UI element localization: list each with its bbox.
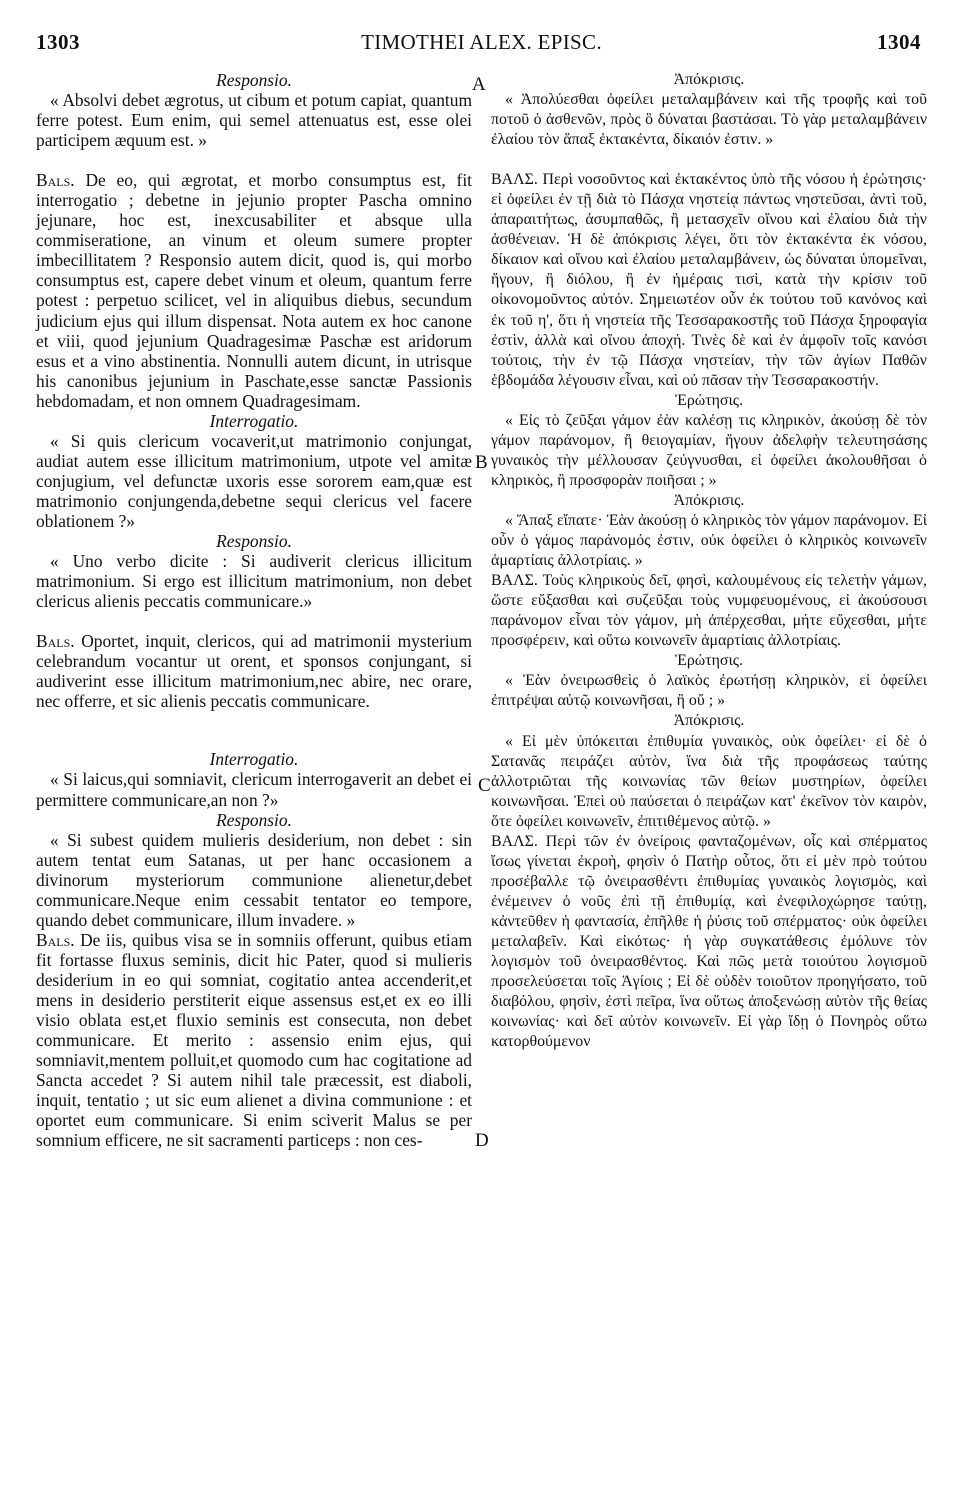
greek-bals-label: ΒΑΛΣ. bbox=[491, 572, 538, 590]
latin-heading: Responsio. bbox=[216, 809, 292, 830]
margin-marker-b: B bbox=[475, 452, 488, 473]
latin-column bbox=[36, 70, 472, 1150]
greek-bals-label: ΒΑΛΣ. bbox=[491, 832, 538, 850]
running-title: TIMOTHEI ALEX. EPISC. bbox=[361, 30, 602, 54]
right-page-number: 1304 bbox=[877, 30, 921, 54]
greek-paragraph: Περὶ νοσοῦντος καὶ ἐκτακέντος ὑπὸ τῆς νόσου ἡ ἐρώτησις· εἰ ὀφείλει ἐν τῇ διὰ τὸ Πάσχα νηστείᾳ πάντως νηστεῦσαι, ἀντὶ τοῦ, ἀπαραιτήτως, ἀσυμπαθῶς, ἢ μετασχεῖν οἴνου καὶ ἐλαίου διὰ τὴν ἀσθένειαν. Ἡ δὲ ἀπόκρισις λέγει, ὅτι τὸν ἐκτακέντα ἐκ νόσου, δίκαιον καὶ οἴνου καὶ ἐλαίου μεταλαμβάνειν, ὡς δύναται ὑπομεῖναι, ἤγουν, ἢ διόλου, ἢ ἐν ἡμέραις τισὶ, κατὰ τὴν κρίσιν τοῦ οἰκονομοῦντος αὐτόν. Σημειωτέον οὖν ἐκ τούτου τοῦ κανόνος καὶ ἐκ τοῦ η', ὅτι ἡ νηστεία τῆς Τεσσαρακοστῆς τοῦ Πάσχα ξηροφαγία ἐστὶν, ἀλλὰ καὶ οἴνου ἀποχή. Τινὲς δὲ καὶ ἐν ἀμφοῖν τοῖς κανόσι τούτοις, τὴν ἐν τῷ Πάσχα νηστείαν, τὴν τῶν ἁγίων Παθῶν ἑβδομάδα λέγουσιν εἶναι, καὶ οὐ πᾶσαν τὴν Τεσσαρακοστήν. bbox=[491, 171, 927, 389]
latin-heading: Interrogatio. bbox=[209, 410, 299, 431]
greek-paragraph: Περὶ τῶν ἐν ὀνείροις φανταζομένων, οἷς καὶ σπέρματος ἴσως γίνεται ἐκροὴ, φησὶν ὁ Πατὴρ οὗτος, ὅτι εἰ μὲν πρὸ τούτου προσέβαλλε τῷ ὀνειρασθέντι ἐπιθυμίας γυναικὸς λογισμὸς, καὶ ἐνέμεινεν ὁ νοῦς ἐπὶ τῇ ἐπιθυμίᾳ, καὶ ἐνεφιλοχώρησε ταύτῃ, κἀντεῦθεν ἡ φαντασία, ἐπῆλθε ἡ ῥύσις τοῦ σπέρματος· οὐκ ὀφείλει μεταλαβεῖν. Καὶ εἰκότως· ἡ γὰρ συγκατάθεσις ἐμόλυνε τὸν λογισμὸν τοῦ ὀνειρασθέντος. Καὶ πῶς μετὰ τοιούτου λογισμοῦ προσελεύσεται τοῖς Ἁγίοις ; Εἰ δὲ οὐδὲν τοιοῦτον προηγήσατο, τοῦ διαβόλου, φησὶν, ἐστὶ πεῖρα, ἵνα οὕτως ἀποξενώσῃ αὐτὸν τῆς θείας κοινωνίας· καὶ δεῖ αὐτὸν κοινωνεῖν. Εἰ γὰρ ἴδῃ ὁ Πονηρὸς οὕτω κατορθούμενον bbox=[491, 832, 927, 1051]
greek-paragraph: Τοὺς κληρικοὺς δεῖ, φησὶ, καλουμένους εἰς τελετὴν γάμων, ὥστε εὔξασθαι καὶ συζεῦξαι τοὺς νυμφευομένους, εἰ ἀκούσουσι παράνομον εἶναι τὸν γάμον, μὴ ἀπέρχεσθαι, μήτε εὔχεσθαι, μήτε προσφέρειν, καὶ οὕτω κοινωνεῖν ἁμαρτίαις ἀλλοτρίαις. bbox=[491, 572, 927, 650]
latin-bals-label: Bals. bbox=[36, 170, 75, 191]
latin-paragraph: « Si subest quidem mulieris desiderium, non debet : sin autem tentat eum Satanas, ut per hanc occasionem a divinorum mysteriorum communione alienetur,debet communicare.Neque enim cessabit tentator eo tempore, quando debet communicare, illum invadere. » bbox=[36, 829, 472, 930]
page-header bbox=[0, 30, 963, 64]
greek-paragraph: « Ἀπολύεσθαι ὀφείλει μεταλαμβάνειν καὶ τῆς τροφῆς καὶ τοῦ ποτοῦ ὁ ἀσθενῶν, πρὸς ὃ δύναται βαστάσαι. Τὸ γὰρ μεταλαμβάνειν ἐλαίου τὸν ἅπαξ ἐκτακέντα, δίκαιόν ἐστιν. » bbox=[491, 91, 927, 149]
margin-marker-a: A bbox=[472, 74, 486, 95]
greek-heading: Ἐρώτησις. bbox=[674, 652, 744, 670]
latin-heading: Responsio. bbox=[216, 531, 292, 552]
greek-heading: Ἀπόκρισις. bbox=[673, 71, 745, 88]
latin-paragraph: De eo, qui ægrotat, et morbo consumptus est, fit interrogatio ; debetne in jejunio propter Pascha omnino jejunare, hoc est, inexcusabiliter et absque ulla commiseratione, an vinum et oleum sumere propter imbecillitatem ? Responsio autem dicit, quod is, qui morbo consumptus est, capere debet vinum et oleum, quantum ferre potest : perpetuo scilicet, vel in aliquibus diebus, secundum judicium ejus qui illum dispensat. Nota autem ex hoc canone et viii, quod jejunium Quadragesimæ Paschæ est aridorum esus et a vino abstinentia. Nonnulli autem dicunt, in utrisque his canonibus jejunium in Paschate,esse sanctæ Passionis hebdomadam, et non omnem Quadragesimam. bbox=[36, 170, 472, 411]
latin-paragraph: « Si laicus,qui somniavit, clericum interrogaverit an debet ei permittere communicare,an non ?» bbox=[36, 769, 472, 810]
margin-marker-c: C bbox=[478, 775, 491, 796]
latin-bals-label: Bals. bbox=[36, 929, 75, 950]
greek-heading: Ἀπόκρισις. bbox=[673, 491, 745, 509]
greek-heading: Ἀπόκρισις. bbox=[673, 712, 745, 730]
latin-paragraph: Oportet, inquit, clericos, qui ad matrimonii mysterium celebrandum vocantur ut orent, et sponsos conjungant, si audiverint esse illicitum matrimonium,nec abire, nec orare, nec offerre, et sic alienis peccatis communicare. bbox=[36, 631, 472, 712]
margin-marker-d: D bbox=[475, 1130, 489, 1151]
greek-heading: Ἐρώτησις. bbox=[674, 391, 744, 409]
greek-paragraph: « Ἐὰν ὀνειρωσθεὶς ὁ λαϊκὸς ἐρωτήσῃ κληρικὸν, εἰ ὀφείλει ἐπιτρέψαι αὐτῷ κοινωνῆσαι, ἢ οὔ ; » bbox=[491, 672, 927, 710]
greek-paragraph: « Ἅπαξ εἴπατε· Ἐὰν ἀκούσῃ ὁ κληρικὸς τὸν γάμον παράνομον. Εἰ οὖν ὁ γάμος παράνομός ἐστιν, οὐκ ὀφείλει ὁ κληρικὸς κοινωνεῖν ἁμαρτίαις ἀλλοτρίαις. » bbox=[491, 511, 927, 570]
greek-paragraph: « Εἰς τὸ ζεῦξαι γάμον ἐὰν καλέσῃ τις κληρικὸν, ἀκούσῃ δὲ τὸν γάμον παράνομον, ἢ θειογαμίαν, ἤγουν ἀδελφὴν τελευτησάσης γυναικὸς τὴν μέλλουσαν ζεύγνυσθαι, εἰ ὀφείλει ἀκολουθῆσαι ὁ κληρικὸς, ἢ προσφορὰν ποιῆσαι ; » bbox=[491, 411, 927, 489]
latin-paragraph: « Uno verbo dicite : Si audiverit clericus illicitum matrimonium. Si ergo est illicitum matrimonium, non debet clericus alienis peccatis communicare.» bbox=[36, 551, 472, 612]
latin-paragraph: « Si quis clericum vocaverit,ut matrimonio conjungat, audiat autem esse illicitum matrimonium, utpote vel amitæ conjugium, vel defunctæ uxoris esse sororem eam,quæ est matrimonio conjungenda,debetne sequi clericus vel facere oblationem ?» bbox=[36, 430, 472, 531]
greek-column bbox=[491, 70, 927, 1052]
greek-bals-label: ΒΑΛΣ. bbox=[491, 171, 538, 189]
latin-paragraph: De iis, quibus visa se in somniis offerunt, quibus etiam fit fortasse fluxus seminis, dicit hic Pater, quod si mulieris desiderium in eo qui somniat, cogitatio antea accenderit,et mens in desiderio perstiterit eique assensus est,et ex eo illi visio oblata est,et fluxio seminis est consecuta, non debet communicare. Et merito : assensio enim ejus, qui somniavit,mentem polluit,et quomodo cum hac cogitatione ad Sancta accedet ? Si autem nihil tale præcessit, est diaboli, inquit, tentatio ; ut sic eum alienet a divina communione : et oportet eum communicare. Si enim sciverit Malus se per somnium efficere, ne sit sacramenti particeps : non ces- bbox=[36, 929, 472, 1151]
latin-heading: Interrogatio. bbox=[209, 749, 299, 770]
greek-paragraph: « Εἰ μὲν ὑπόκειται ἐπιθυμία γυναικὸς, οὐκ ὀφείλει· εἰ δὲ ὁ Σατανᾶς πειράζει αὐτὸν, ἵνα διὰ τῆς προφάσεως ταύτης ἀλλοτριῶται τῆς κοινωνίας τῶν θείων μυστηρίων, ὀφείλει κοινωνῆσαι. Ἐπεὶ οὐ παύσεται ὁ πειράζων κατ' ἐκεῖνον τὸν καιρὸν, ὅτε ὀφείλει κοινωνεῖν, ἐπιτιθέμενος αὐτῷ. » bbox=[491, 732, 927, 830]
latin-paragraph: « Absolvi debet ægrotus, ut cibum et potum capiat, quantum ferre potest. Eum enim, qui semel attenuatus est, esse olei participem æquum est. » bbox=[36, 90, 472, 151]
latin-bals-label: Bals. bbox=[36, 631, 75, 652]
left-page-number: 1303 bbox=[36, 30, 80, 54]
latin-heading: Responsio. bbox=[216, 70, 292, 90]
